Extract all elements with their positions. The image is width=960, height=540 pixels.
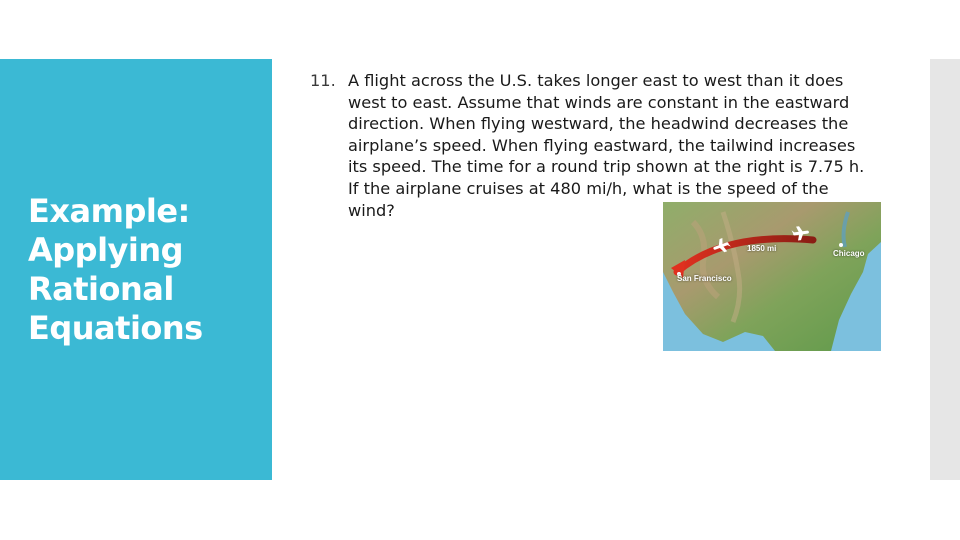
problem-text: A flight across the U.S. takes longer east to west than it does west to east. Assume that winds are constant in the eastward direction. When flying westward, the headwind decreases the airplane’s speed. When flying eastward, the tailwind increases its speed. The time for a round trip shown at the right is 7.75 h. If the airplane cruises at 480 mi/h, what is the speed of the wind? [348, 71, 865, 220]
problem-number: 11. [310, 71, 336, 90]
problem-statement [310, 70, 870, 221]
us-flight-map [663, 202, 881, 351]
slide-title-line-3: Rational [28, 270, 174, 308]
right-edge-bar [930, 59, 960, 480]
chicago-label: Chicago [833, 249, 865, 258]
slide-title-line-2: Applying [28, 231, 184, 269]
slide-title [28, 192, 263, 348]
distance-label: 1850 mi [747, 244, 777, 253]
san-francisco-label: San Francisco [677, 274, 732, 283]
chicago-marker [839, 243, 843, 247]
slide-title-line-4: Equations [28, 309, 203, 347]
slide-title-line-1: Example: [28, 192, 190, 230]
